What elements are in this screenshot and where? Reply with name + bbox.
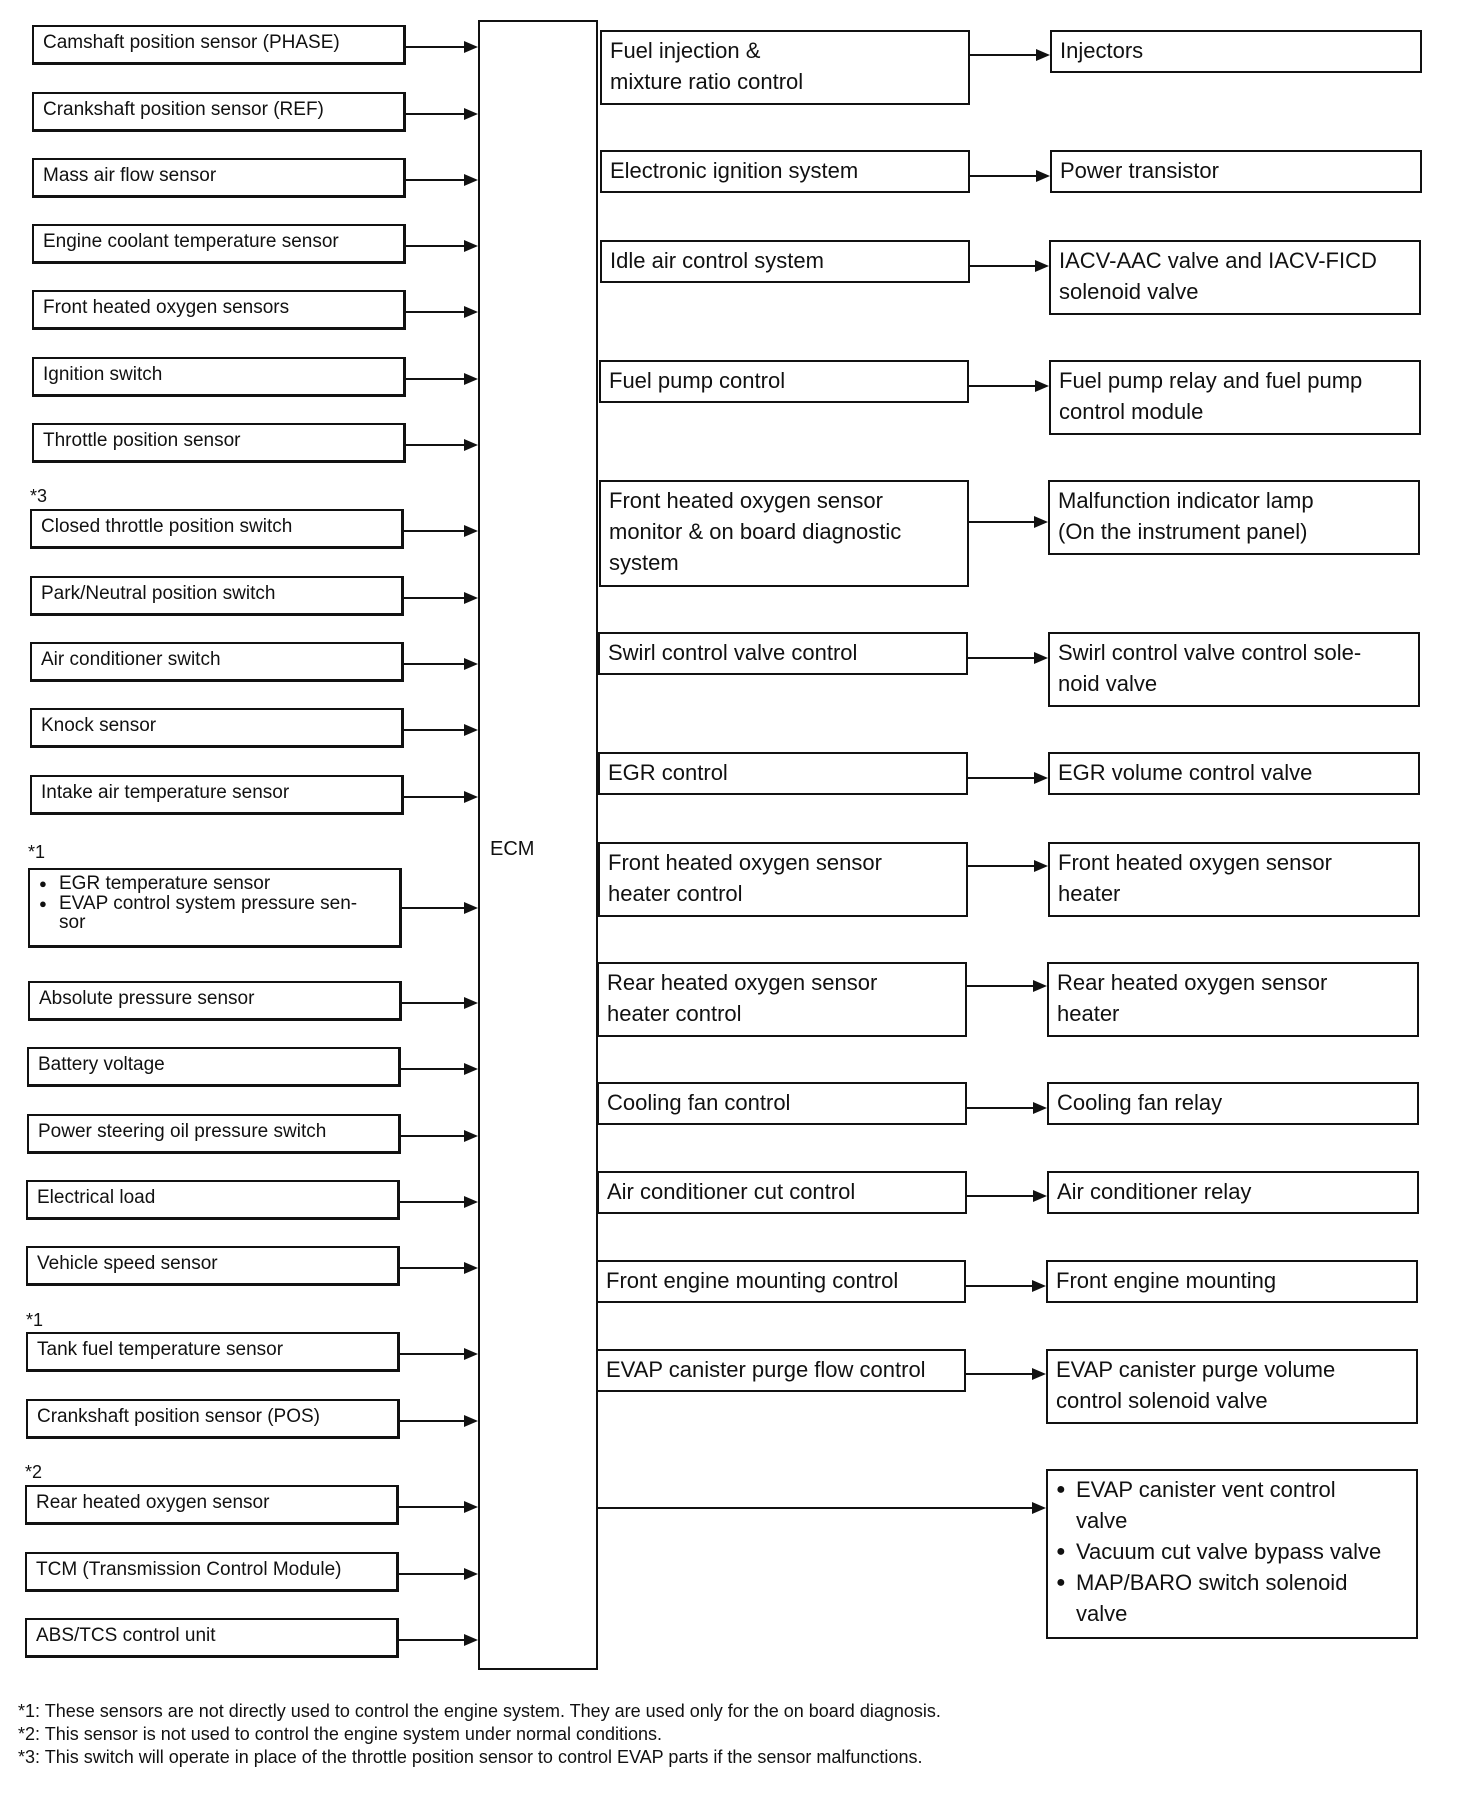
control-front-h02s-heater: Front heated oxygen sensor heater control <box>598 842 968 917</box>
output-arrow <box>967 1102 1047 1114</box>
input-battery-voltage: Battery voltage <box>27 1047 401 1087</box>
input-arrow <box>400 1262 478 1274</box>
control-rear-h02s-heater: Rear heated oxygen sensor heater control <box>597 962 967 1037</box>
control-swirl-valve: Swirl control valve control <box>598 632 968 675</box>
output-arrow <box>966 1280 1046 1292</box>
control-ignition: Electronic ignition system <box>600 150 970 193</box>
input-rear-h02s: Rear heated oxygen sensor <box>25 1485 399 1525</box>
output-rear-h02s-heater: Rear heated oxygen sensor heater <box>1047 962 1419 1037</box>
output-arrow <box>967 1190 1047 1202</box>
input-intake-air-temp: Intake air temperature sensor <box>30 775 404 815</box>
output-power-transistor: Power transistor <box>1050 150 1422 193</box>
input-arrow <box>406 306 478 318</box>
input-ac-switch: Air conditioner switch <box>30 642 404 682</box>
input-egr-evap-sensors <box>28 868 402 948</box>
input-closed-throttle-switch: Closed throttle position switch <box>30 509 404 549</box>
footnote-1: *1: These sensors are not directly used to control the engine system. They are used only for the on board diagnosis. <box>18 1701 941 1721</box>
input-abs-tcs: ABS/TCS control unit <box>25 1618 399 1658</box>
control-cooling-fan: Cooling fan control <box>597 1082 967 1125</box>
input-arrow <box>406 41 478 53</box>
input-arrow <box>401 1063 478 1075</box>
input-coolant-temp: Engine coolant temperature sensor <box>32 224 406 264</box>
input-knock-sensor: Knock sensor <box>30 708 404 748</box>
input-arrow <box>400 1348 478 1360</box>
note-tag-1a: *1 <box>28 842 46 862</box>
output-arrow <box>967 980 1047 992</box>
control-idle-air: Idle air control system <box>600 240 970 283</box>
input-arrow <box>406 373 478 385</box>
input-arrow <box>400 1415 478 1427</box>
input-throttle-position: Throttle position sensor <box>32 423 406 463</box>
output-arrow <box>970 170 1050 182</box>
output-arrow <box>969 380 1049 392</box>
output-evap-vent-bypass-baro <box>1046 1469 1418 1639</box>
note-tag-3: *3 <box>30 486 48 506</box>
output-swirl-solenoid: Swirl control valve control sole- noid valve <box>1048 632 1420 707</box>
footnote-2: *2: This sensor is not used to control the engine system under normal conditions. <box>18 1724 663 1744</box>
input-arrow <box>406 174 478 186</box>
output-iacv-valves: IACV-AAC valve and IACV-FICD solenoid valve <box>1049 240 1421 315</box>
output-arrow <box>970 260 1049 272</box>
output-egr-volume-valve: EGR volume control valve <box>1048 752 1420 795</box>
input-crankshaft-pos: Crankshaft position sensor (POS) <box>26 1399 400 1439</box>
footnote-3: *3: This switch will operate in place of the throttle position sensor to control EVAP parts if the sensor malfunctions. <box>18 1747 923 1767</box>
output-arrow <box>968 772 1048 784</box>
input-camshaft-phase: Camshaft position sensor (PHASE) <box>32 25 406 65</box>
input-ignition-switch: Ignition switch <box>32 357 406 397</box>
bullet-continuation: valve <box>1076 1508 1128 1533</box>
output-mil: Malfunction indicator lamp (On the instrument panel) <box>1048 480 1420 555</box>
input-arrow <box>401 1130 478 1142</box>
input-arrow <box>400 1196 478 1208</box>
control-evap-purge-flow: EVAP canister purge flow control <box>596 1349 966 1392</box>
input-arrow <box>404 592 478 604</box>
input-arrow <box>406 240 478 252</box>
input-arrow <box>404 791 478 803</box>
input-tank-fuel-temp: Tank fuel temperature sensor <box>26 1332 400 1372</box>
input-front-h02s: Front heated oxygen sensors <box>32 290 406 330</box>
output-arrow <box>968 860 1048 872</box>
output-arrow <box>598 1502 1046 1514</box>
input-electrical-load: Electrical load <box>26 1180 400 1220</box>
control-fuel-pump: Fuel pump control <box>599 360 969 403</box>
input-arrow <box>399 1501 478 1513</box>
input-arrow <box>402 997 478 1009</box>
control-egr: EGR control <box>598 752 968 795</box>
input-arrow <box>406 108 478 120</box>
input-park-neutral: Park/Neutral position switch <box>30 576 404 616</box>
control-fuel-injection: Fuel injection & mixture ratio control <box>600 30 970 105</box>
note-tag-2: *2 <box>25 1462 43 1482</box>
bullet-item: ● EVAP control system pressure sen- <box>39 894 390 914</box>
output-evap-purge-solenoid: EVAP canister purge volume control solenoid valve <box>1046 1349 1418 1424</box>
output-ac-relay: Air conditioner relay <box>1047 1171 1419 1214</box>
output-arrow <box>969 516 1048 528</box>
input-tcm: TCM (Transmission Control Module) <box>25 1552 399 1592</box>
control-engine-mounting: Front engine mounting control <box>596 1260 966 1303</box>
input-arrow <box>404 658 478 670</box>
input-absolute-pressure: Absolute pressure sensor <box>28 981 402 1021</box>
output-fuel-pump-relay: Fuel pump relay and fuel pump control module <box>1049 360 1421 435</box>
input-vehicle-speed: Vehicle speed sensor <box>26 1246 400 1286</box>
input-arrow <box>404 724 478 736</box>
output-arrow <box>970 49 1050 61</box>
bullet-continuation: valve <box>1076 1601 1128 1626</box>
input-mass-air-flow: Mass air flow sensor <box>32 158 406 198</box>
input-arrow <box>399 1634 478 1646</box>
input-arrow <box>399 1568 478 1580</box>
input-crankshaft-ref: Crankshaft position sensor (REF) <box>32 92 406 132</box>
output-cooling-fan-relay: Cooling fan relay <box>1047 1082 1419 1125</box>
control-ac-cut: Air conditioner cut control <box>597 1171 967 1214</box>
control-h02s-monitor-obd: Front heated oxygen sensor monitor & on board diagnostic system <box>599 480 969 587</box>
bullet-item: ● Vacuum cut valve bypass valve <box>1056 1536 1408 1567</box>
output-arrow <box>968 652 1048 664</box>
bullet-item: ● EGR temperature sensor <box>39 874 390 894</box>
output-engine-mounting: Front engine mounting <box>1046 1260 1418 1303</box>
input-ps-oil-pressure: Power steering oil pressure switch <box>27 1114 401 1154</box>
output-arrow <box>966 1368 1046 1380</box>
bullet-continuation: sor <box>59 912 86 933</box>
note-tag-1b: *1 <box>26 1310 44 1330</box>
bullet-item: ● MAP/BARO switch solenoid <box>1056 1567 1408 1598</box>
output-injectors: Injectors <box>1050 30 1422 73</box>
output-front-h02s-heater: Front heated oxygen sensor heater <box>1048 842 1420 917</box>
input-arrow <box>406 439 478 451</box>
input-arrow <box>402 902 478 914</box>
bullet-item: ● EVAP canister vent control <box>1056 1474 1408 1505</box>
footnotes <box>18 1700 941 1769</box>
input-arrow <box>404 525 478 537</box>
ecm-label: ECM <box>490 838 535 860</box>
